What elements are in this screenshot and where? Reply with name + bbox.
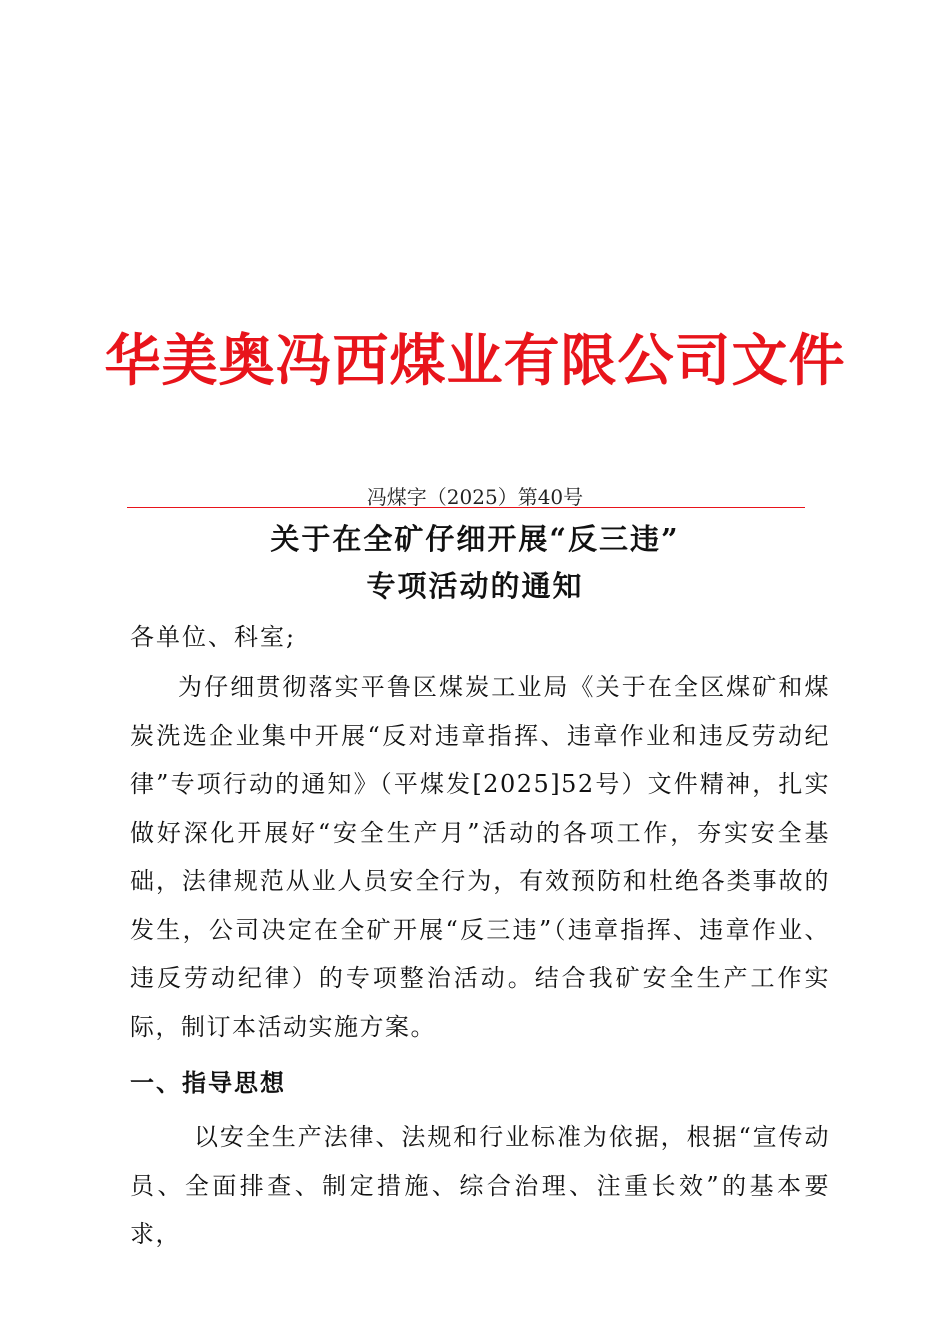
section-heading-guiding-ideology: 一、指导思想 <box>130 1068 286 1097</box>
notice-title-line-2: 专项活动的通知 <box>366 569 584 603</box>
notice-title-line-1: 关于在全矿仔细开展“反三违” <box>270 522 680 556</box>
org-document-header: 华美奥冯西煤业有限公司文件 <box>104 328 846 394</box>
body-paragraph-intro: 为仔细贯彻落实平鲁区煤炭工业局《关于在全区煤矿和煤炭洗选企业集中开展“反对违章指挥、违章作业和违反劳动纪律”专项行动的通知》（平煤发[2025]52号）文件精神，扎实做好深化开展好“安全生产月”活动的各项工作，夯实安全基础，法律规范从业人员安全行为，有效预防和杜绝各类事故的发生，公司决定在全矿开展“反三违”（违章指挥、违章作业、违反劳动纪律）的专项整治活动。结合我矿安全生产工作实际，制订本活动实施方案。 <box>130 673 830 1041</box>
red-divider-line <box>127 507 805 508</box>
body-paragraph-guiding-ideology: 以安全生产法律、法规和行业标准为依据，根据“宣传动员、全面排查、制定措施、综合治理、注重长效”的基本要求， <box>130 1123 830 1248</box>
document-number: 冯煤字（2025）第40号 <box>366 485 584 509</box>
salutation: 各单位、科室; <box>130 623 297 651</box>
